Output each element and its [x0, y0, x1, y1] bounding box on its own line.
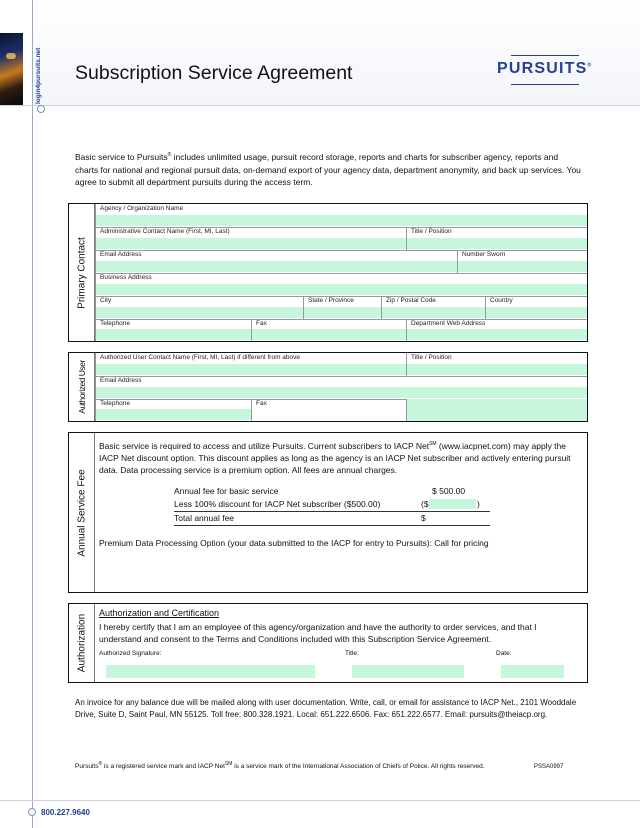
admin-contact-field[interactable]: Administrative Contact Name (First, MI, Last) — [95, 227, 406, 250]
authorized-extra-field[interactable] — [406, 399, 587, 421]
authorization-section — [68, 603, 588, 683]
discount-amount-field[interactable] — [429, 499, 476, 509]
header-photo — [0, 33, 23, 105]
date-label: Date: — [496, 650, 512, 657]
authorized-fax-field[interactable]: Fax — [251, 399, 406, 421]
basic-fee-row: Annual fee for basic service $ 500.00 — [174, 486, 466, 496]
total-row: Total annual fee $ — [174, 513, 426, 523]
zip-field[interactable]: Zip / Postal Code — [381, 296, 485, 319]
primary-contact-section — [68, 203, 588, 342]
header-rule — [0, 105, 640, 106]
phone-number[interactable]: 800.227.9640 — [41, 808, 90, 817]
title-field[interactable]: Title / Position — [406, 227, 587, 250]
signature-field[interactable] — [106, 665, 315, 678]
margin-rule — [32, 0, 33, 828]
fee-description: Basic service is required to access and utilize Pursuits. Current subscribers to IACP Net℠ (www.iacpnet.com) may apply the IACP Net discount option. This discount applies as long as the agency is an IACP Net subscriber and actively entering pursuit data. Data processing service is a premium option. All fees are annual charges. — [99, 441, 571, 475]
authorized-email-field[interactable]: Email Address — [95, 376, 587, 399]
premium-option: Premium Data Processing Option (your data submitted to the IACP for entry to Pursuits): Call for pricing — [99, 538, 489, 548]
header-background — [33, 0, 640, 105]
city-field[interactable]: City — [95, 296, 303, 319]
authorization-label: Authorization — [69, 604, 95, 682]
auth-title-field[interactable] — [352, 665, 464, 678]
page-title: Subscription Service Agreement — [75, 62, 353, 84]
annual-fee-section — [68, 432, 588, 593]
email-field[interactable]: Email Address — [95, 250, 457, 273]
auth-title-label: Title: — [345, 650, 359, 657]
country-field[interactable]: Country — [485, 296, 587, 319]
agency-field[interactable]: Agency / Organization Name — [95, 204, 587, 227]
pursuits-logo: PURSUITS® — [497, 55, 589, 87]
fax-field[interactable]: Fax — [251, 319, 406, 341]
intro-paragraph: Basic service to Pursuits® includes unlimited usage, pursuit record storage, reports and charts for subscriber agency, reports and charts for national and regional pursuit data, on-demand export of your agency data, department anonymity, and back up services. You agree to submit all department pursuits during the access term. — [75, 152, 581, 187]
number-sworn-field[interactable]: Number Sworn — [457, 250, 587, 273]
authorized-user-section — [68, 352, 588, 422]
telephone-field[interactable]: Telephone — [95, 319, 251, 341]
authorization-heading: Authorization and Certification — [99, 608, 220, 618]
circle-marker-top — [37, 105, 45, 113]
date-field[interactable] — [501, 665, 564, 678]
web-address-field[interactable]: Department Web Address — [406, 319, 587, 341]
annual-fee-label: Annual Service Fee — [69, 433, 95, 592]
authorized-user-label: Authorized User — [69, 353, 95, 421]
signature-label: Authorized Signature: — [99, 650, 162, 657]
authorized-telephone-field[interactable]: Telephone — [95, 399, 251, 421]
authorized-title-field[interactable]: Title / Position — [406, 353, 587, 376]
side-url[interactable]: login4pursuits.net — [35, 47, 42, 104]
legal-notice: Pursuits® is a registered service mark and IACP Net℠ is a service mark of the International Association of Chiefs of Police. All rights reserved. — [75, 760, 485, 770]
state-field[interactable]: State / Province — [303, 296, 381, 319]
footer-rule — [0, 800, 640, 801]
discount-row: Less 100% discount for IACP Net subscriber ($500.00) ($ ) — [174, 499, 480, 509]
authorization-text: I hereby certify that I am an employee of this agency/organization and have the authority to order services, and that I understand and consent to the Terms and Conditions included with this Subscription Service Agreement. — [99, 622, 537, 644]
form-code: PSSA0997 — [534, 764, 564, 770]
business-address-field[interactable]: Business Address — [95, 273, 587, 296]
circle-marker-bottom — [28, 808, 36, 816]
invoice-note: An invoice for any balance due will be mailed along with user documentation. Write, call, or email for assistance to IACP Net., 2101 Wooddale Drive, Suite D, Saint Paul, MN 55125. Toll free: 800.328.1921. Local: 651.222.6506. Fax: 651.222.6577. Email: pursuits@theiacp.org. — [75, 698, 577, 719]
primary-contact-label: Primary Contact — [69, 204, 95, 341]
authorized-contact-field[interactable]: Authorized User Contact Name (First, MI, Last) if different from above — [95, 353, 406, 376]
